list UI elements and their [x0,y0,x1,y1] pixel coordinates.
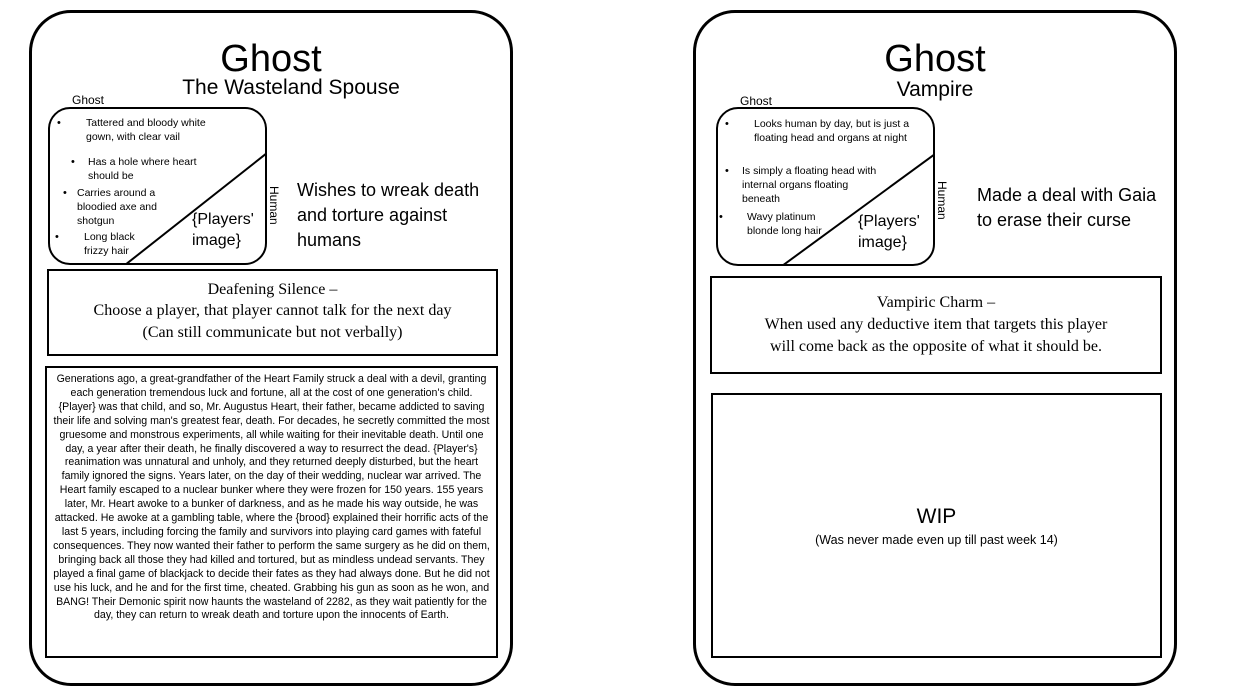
card-subtitle: The Wasteland Spouse [182,76,400,99]
ghost-human-portrait [48,107,267,265]
human-label: Human [935,181,949,220]
ghost-label: Ghost [72,93,105,107]
players-image-placeholder: {Players' image} [858,213,920,251]
card-title: Ghost [220,38,322,80]
ghost-human-portrait [716,107,935,266]
ghost-trait: • Is simply a floating head with internal organs floating beneath [725,165,877,205]
wip-note: (Was never made even up till past week 14) [815,533,1058,547]
character-description: Made a deal with Gaia to erase their curse [977,185,1157,230]
card-subtitle: Vampire [896,78,974,101]
backstory-box [711,393,1162,658]
ability-box [47,269,498,356]
ghost-trait: • Tattered and bloody white gown, with clear vail [57,117,206,143]
ghost-trait: • Looks human by day, but is just a floating head and organs at night [725,118,910,144]
ability-name: Deafening Silence – [207,281,338,298]
ghost-label: Ghost [740,94,773,108]
backstory-box: Generations ago, a great-grandfather of the Heart Family struck a deal with a devil, granting each generation tremendous luck and fortune, all at the cost of one generation's child. {Player} was that child, and so, Mr. Augustus Heart, their father, became addicted to saving their life and solving man's greatest fear, death. For decades, he secretly committed the most gruesome and monstrous experiments, all while waiting for their inevitable death. Until one day, a year after their death, he finally discovered a way to resurrect the dead. {Player's} reanimation was unnatural and unholy, and they returned deeply disturbed, but the heart family ignored the signs. Years later, on the day of their wedding, nuclear war arrived. The Heart family escaped to a nuclear bunker where they were frozen for 150 years. 155 years later, Mr. Heart awoke to a bunker of darkness, and as he made his way outside, he was attacked. He awoke at a gambling table, where the {brood} explained their horrific acts of the last 5 years, including forcing the family and survivors into playing card games with fateful consequences. They now wanted their father to perform the same surgery as he did on them, bringing back all those they had killed and tortured, but as mindless undead servants. They played a final game of blackjack to decide their fates as they had always done. But he did not use his luck, and he and for the first time, cheated. Grabbing his gun as soon as he won, and BANG! Their Demonic spirit now haunts the wasteland of 2282, as they wait patiently for the day, they can return to wreak death and torture upon the innocents of Earth. [45,366,498,658]
ability-text: (Can still communicate but not verbally) [142,324,403,341]
human-label: Human [267,186,281,225]
ability-box [710,276,1162,374]
ability-text: will come back as the opposite of what it should be. [770,338,1102,355]
card-title: Ghost [884,38,986,80]
character-description: Wishes to wreak death and torture against humans [297,180,480,250]
character-card-vampire [693,10,1177,686]
ghost-trait: • Carries around a bloodied axe and shotgun [63,187,157,227]
ghost-trait: • Wavy platinum blonde long hair [719,211,822,237]
ability-text: When used any deductive item that targets this player [764,316,1108,333]
players-image-placeholder: {Players' image} [192,211,254,249]
character-card-wasteland-spouse [29,10,513,686]
ability-text: Choose a player, that player cannot talk for the next day [93,302,452,319]
wip-title: WIP [916,505,957,528]
ability-name: Vampiric Charm – [876,294,996,311]
ghost-trait: • Has a hole where heart should be [71,156,197,182]
ghost-trait: • Long black frizzy hair [55,231,135,257]
